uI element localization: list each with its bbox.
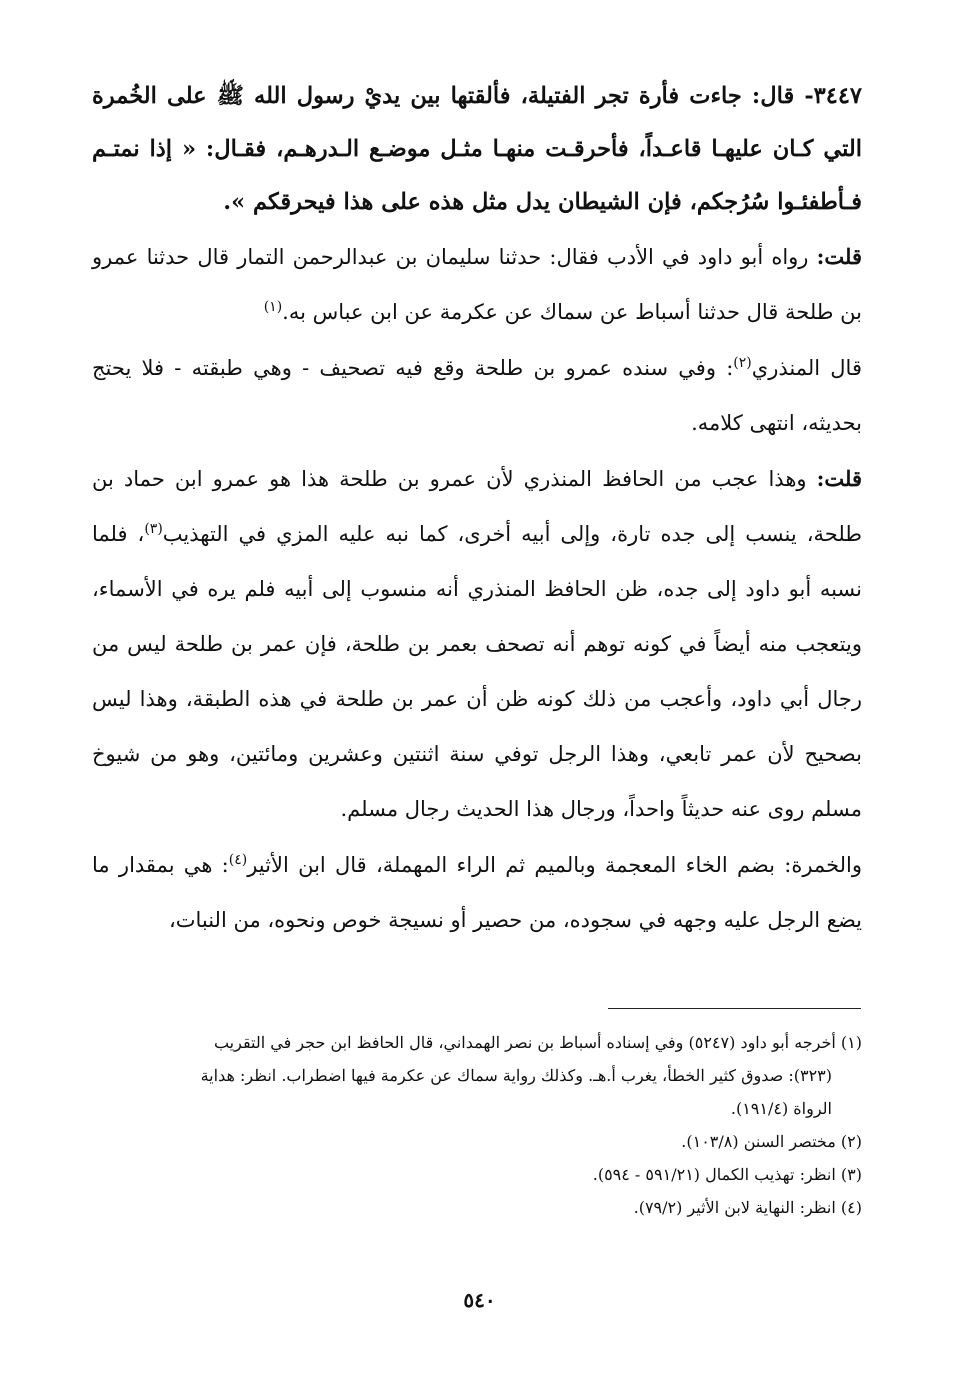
footnote: (٣) انظر: تهذيب الكمال (٥٩١/٢١ - ٥٩٤). bbox=[592, 1165, 862, 1184]
footnote-marker: (٢) bbox=[733, 355, 752, 371]
paragraph-text: ، فلما نسبه أبو داود إلى جده، ظن الحافظ المنذري أنه منسوب إلى أبيه فلم يره في الأسماء، ويتعجب منه أيضاً في كونه توهم أنه تصحف بعمر بن طلحة، فإن عمر بن طلحة ليس من رجال أبي داود، وأعجب من ذلك كونه ظن أن عمر بن طلحة في هذه الطبقة، وهذا ليس بصحيح لأن عمر تابعي، وهذا الرجل توفي سنة اثنتين وعشرين ومائتين، وهو من شيوخ مسلم روى عنه حديثاً واحداً، ورجال هذا الحديث رجال مسلم. bbox=[92, 522, 862, 821]
paragraph-text: قال المنذري bbox=[751, 356, 862, 380]
footnote-continuation: الرواة (١٩١/٤). bbox=[730, 1099, 832, 1118]
paragraph-text: رواه أبو داود في الأدب فقال: حدثنا سليمان بن عبدالرحمن التمار قال حدثنا عمرو بن طلحة قال حدثنا أسباط عن سماك عن عكرمة عن ابن عباس به. bbox=[92, 245, 862, 324]
paragraph bbox=[92, 451, 862, 837]
footnote-separator bbox=[608, 1008, 861, 1009]
paragraph bbox=[92, 340, 862, 451]
paragraph-text: والخمرة: بضم الخاء المعجمة وبالميم ثم الراء المهملة، قال ابن الأثير bbox=[247, 853, 863, 877]
footnote-marker: (٤) bbox=[228, 852, 248, 868]
paragraph-text: وهذا عجب من الحافظ المنذري لأن عمرو بن طلحة هذا هو عمرو ابن حماد بن طلحة، ينسب إلى جده تارة، وإلى أبيه أخرى، كما نبه عليه المزي في التهذيب bbox=[92, 467, 863, 546]
footnote: (٢) مختصر السنن (١٠٣/٨). bbox=[681, 1132, 862, 1151]
paragraph bbox=[92, 837, 862, 948]
footnote-marker: (١) bbox=[263, 299, 283, 315]
footnote-marker: (٣) bbox=[144, 521, 163, 537]
paragraph-label: قلت: bbox=[816, 466, 862, 491]
paragraph-label: قلت: bbox=[816, 244, 862, 269]
page-number: ٥٤٠ bbox=[463, 1288, 496, 1312]
footnote: (٤) انظر: النهاية لابن الأثير (٧٩/٢). bbox=[633, 1198, 862, 1217]
paragraph-text: : هي بمقدار ما يضع الرجل عليه وجهه في سجوده، من حصير أو نسيجة خوص ونحوه، من النبات، bbox=[92, 853, 862, 932]
paragraph bbox=[92, 229, 862, 340]
main-text bbox=[92, 70, 862, 948]
paragraph-text: : وفي سنده عمرو بن طلحة وقع فيه تصحيف - وهي طبقته - فلا يحتج بحديثه، انتهى كلامه. bbox=[92, 356, 862, 435]
footnote-continuation: (٣٢٣): صدوق كثير الخطأ، يغرب أ.هـ. وكذلك رواية سماك عن عكرمة فيها اضطراب. انظر: هداية bbox=[200, 1066, 832, 1085]
hadith-text: ٣٤٤٧- قال: جاءت فأرة تجر الفتيلة، فألقتها بين يديْ رسول الله ﷺ على الخُمرة التي كـان عليهـا قاعـداً، فأحرقـت منهـا مثـل موضـع الـدرهـم، فقـال: « إذا نمتـم فـأطفئـوا سُرُجكم، فإن الشيطان يدل مثل هذه على هذا فيحرقكم ». bbox=[92, 83, 862, 215]
footnotes bbox=[92, 1026, 862, 1224]
footnote: (١) أخرجه أبو داود (٥٢٤٧) وفي إسناده أسباط بن نصر الهمداني، قال الحافظ ابن حجر في التقريب bbox=[213, 1033, 862, 1052]
